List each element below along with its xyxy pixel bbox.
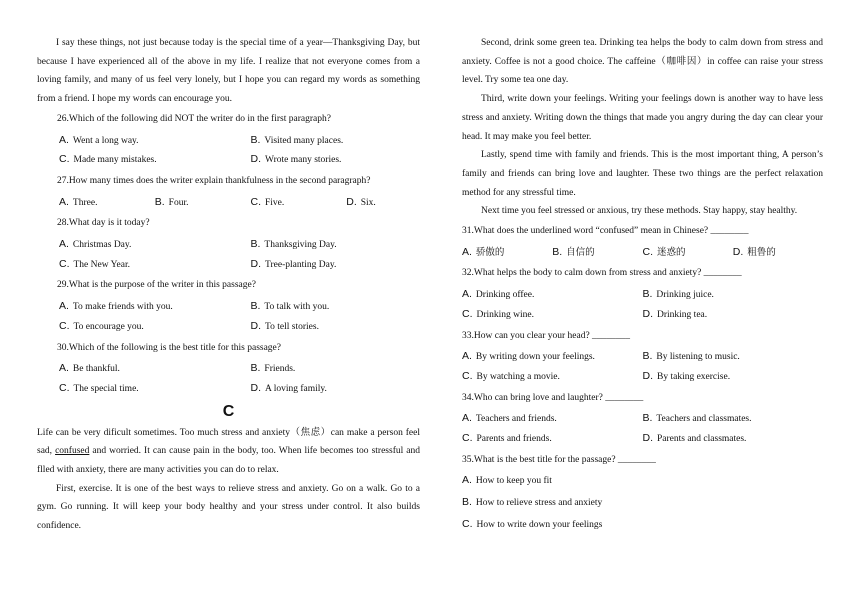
options <box>462 285 823 324</box>
option-b[interactable]: B. Friends. <box>250 362 296 375</box>
passage-c-paragraph-6: Next time you feel stressed or anxious, try these methods. Stay happy, stay healthy. <box>481 206 798 217</box>
option-d[interactable]: D. By taking exercise. <box>642 369 731 382</box>
option-a[interactable]: A. 骄傲的 <box>462 245 505 258</box>
question-number: 35. <box>462 454 474 465</box>
section-heading: C <box>222 402 235 420</box>
option-b[interactable]: B. How to relieve stress and anxiety <box>462 496 603 509</box>
question-number: 28. <box>57 218 69 229</box>
option-c[interactable]: C. Made many mistakes. <box>59 153 157 166</box>
question-26 <box>37 110 420 170</box>
options <box>37 235 420 274</box>
option-a[interactable]: A. Went a long way. <box>59 133 139 146</box>
question-28 <box>37 214 420 274</box>
option-a[interactable]: A. Three. <box>59 195 98 208</box>
option-a[interactable]: A. To make friends with you. <box>59 300 173 313</box>
option-d[interactable]: D. 粗鲁的 <box>732 245 776 258</box>
options <box>462 347 823 386</box>
options <box>462 409 823 448</box>
passage-c-paragraph-5: Lastly, spend time with family and friends. This is the most important thing, A person’s family and friends can bring love and laughter. These two things are the perfect relaxation method for any stressful time. <box>462 150 823 198</box>
option-a[interactable]: A. Drinking offee. <box>462 288 535 301</box>
options <box>37 297 420 336</box>
option-a[interactable]: A. How to keep you fit <box>462 474 552 487</box>
option-c[interactable]: C. The New Year. <box>59 257 130 270</box>
option-a[interactable]: A. Christmas Day. <box>59 238 132 251</box>
underlined-word: confused <box>55 446 90 457</box>
question-number: 33. <box>462 330 474 341</box>
question-35 <box>462 451 823 535</box>
option-c[interactable]: C. Drinking wine. <box>462 307 535 320</box>
options <box>462 471 823 534</box>
question-text: Which of the following did NOT the writer do in the first paragraph? <box>68 113 331 124</box>
question-text: Which of the following is the best title for this passage? <box>68 342 281 353</box>
question-text: What helps the body to calm down from stress and anxiety? ________ <box>473 268 742 279</box>
intro-paragraph: I say these things, not just because today is the special time of a year—Thanksgiving Day, but because I have experienced all of the above in my life. I realize that not everyone comes from a loving family, and many of us feel very lonely, but I hope you can regard my words as something from a friend. I hope my words can encourage you. <box>37 38 420 105</box>
options <box>462 243 823 263</box>
option-d[interactable]: D. Wrote many stories. <box>250 153 342 166</box>
question-29 <box>37 276 420 336</box>
option-d[interactable]: D. To tell stories. <box>250 319 319 332</box>
question-31 <box>462 222 823 262</box>
option-b[interactable]: B. Four. <box>154 195 189 208</box>
question-number: 34. <box>462 392 474 403</box>
option-a[interactable]: A. Be thankful. <box>59 362 120 375</box>
options <box>37 131 420 170</box>
option-d[interactable]: D. Tree-planting Day. <box>250 257 337 270</box>
option-c[interactable]: C. The special time. <box>59 381 139 394</box>
question-text: What day is it today? <box>68 218 150 229</box>
question-27 <box>37 172 420 212</box>
passage-c-paragraph-2: First, exercise. It is one of the best ways to relieve stress and anxiety. Go on a walk. Go to a gym. Go running. It will keep your body healthy and your stress under control. It also builds confidence. <box>37 483 420 532</box>
option-b[interactable]: B. 自信的 <box>552 245 595 258</box>
option-c[interactable]: C. By watching a movie. <box>462 369 560 382</box>
option-c[interactable]: C. Five. <box>250 195 285 208</box>
question-text: What is the purpose of the writer in this passage? <box>68 280 256 291</box>
passage-c-paragraph-1: Life can be very dificult sometimes. Too much stress and anxiety（焦虑）can make a person feel sad, confused and worried. It can cause pain in the body, too. When life becomes too stressful and flled with anxiety, there are many activities you can do to relax. <box>37 427 420 476</box>
right-column <box>462 34 823 537</box>
option-d[interactable]: D. Parents and classmates. <box>642 432 747 445</box>
question-32 <box>462 264 823 324</box>
question-text: How many times does the writer explain thankfulness in the second paragraph? <box>68 175 371 186</box>
option-a[interactable]: A. Teachers and friends. <box>462 412 557 425</box>
question-number: 27. <box>57 175 69 186</box>
question-30 <box>37 339 420 399</box>
option-d[interactable]: D. Drinking tea. <box>642 307 708 320</box>
question-number: 26. <box>57 113 69 124</box>
option-b[interactable]: B. Thanksgiving Day. <box>250 238 337 251</box>
option-b[interactable]: B. By listening to music. <box>642 350 740 363</box>
left-column <box>37 34 420 536</box>
question-text: What does the underlined word “confused” mean in Chinese? ________ <box>473 226 749 237</box>
option-b[interactable]: B. Teachers and classmates. <box>642 412 752 425</box>
option-b[interactable]: B. Drinking juice. <box>642 288 714 301</box>
question-34 <box>462 389 823 449</box>
question-33 <box>462 327 823 387</box>
option-a[interactable]: A. By writing down your feelings. <box>462 350 595 363</box>
question-text: How can you clear your head? ________ <box>473 330 631 341</box>
question-number: 30. <box>57 342 69 353</box>
options <box>37 359 420 398</box>
question-text: Who can bring love and laughter? ________ <box>473 392 644 403</box>
option-b[interactable]: B. Visited many places. <box>250 133 344 146</box>
question-text: What is the best title for the passage? ________ <box>473 454 656 465</box>
option-d[interactable]: D. Six. <box>346 195 376 208</box>
option-b[interactable]: B. To talk with you. <box>250 300 330 313</box>
passage-c-paragraph-3: Second, drink some green tea. Drinking tea helps the body to calm down from stress and anxiety. Coffee is not a good choice. The caffeine（咖啡因）in coffee can raise your stress level. Try some tea one day. <box>462 38 823 86</box>
options <box>37 193 420 213</box>
option-c[interactable]: C. 迷惑的 <box>642 245 686 258</box>
option-c[interactable]: C. To encourage you. <box>59 319 144 332</box>
option-d[interactable]: D. A loving family. <box>250 381 327 394</box>
question-number: 29. <box>57 280 69 291</box>
question-number: 31. <box>462 226 474 237</box>
option-c[interactable]: C. How to write down your feelings <box>462 517 603 530</box>
passage-c-paragraph-4: Third, write down your feelings. Writing your feelings down is another way to have less stress and anxiety. Writing down the things that made you angry during the day can clear your head. It may make you feel better. <box>462 94 823 142</box>
question-number: 32. <box>462 268 474 279</box>
option-c[interactable]: C. Parents and friends. <box>462 432 552 445</box>
